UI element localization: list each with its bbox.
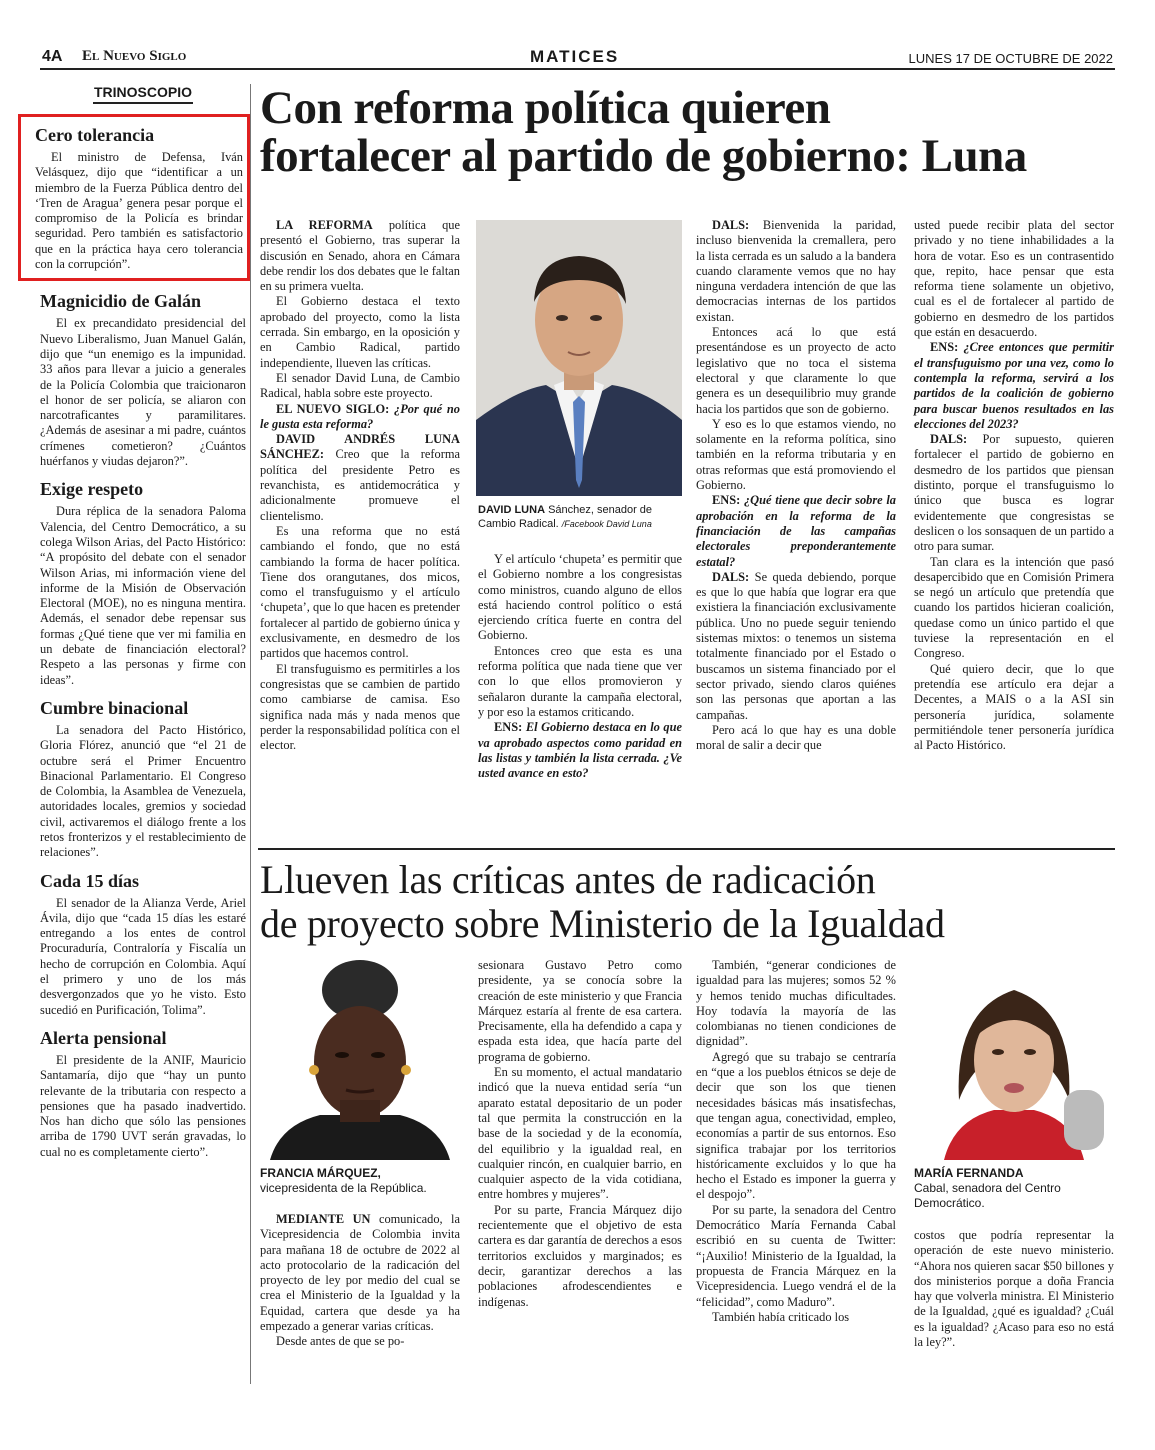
paragraph-text: En su momento, el actual mandatario indicó que la nueva entidad sería “un aparato estatal depositario de un poder tal que permita la construcción en la base de la sociedad y de la economía, del equilibrio y la igualdad real, en cualquier rincón, en cualquier barrio, en cualquier aspecto de la vida cotidiana, entre hombres y mujeres”.	[478, 1065, 682, 1202]
sidebar-item	[40, 698, 246, 861]
article2-column-4	[914, 1228, 1114, 1350]
paragraph-text: El Gobierno destaca el texto aprobado del proyecto, como la lista cerrada. Sin embargo, en la oposición y en Cambio Radical, partido independiente, llueven las críticas.	[260, 294, 460, 370]
sidebar-item-title: Magnicidio de Galán	[40, 291, 202, 312]
paragraph-text: usted puede recibir plata del sector privado y no tiene inhabilidades a la hora de votar. Eso es un contrasentido que, repito, hace pensar que esta reforma tiene solamente un objetivo, cual es el de fortalecer al partido de gobierno en desmedro de los partidos que están en desacuerdo.	[914, 218, 1114, 340]
paragraph-text: Bienvenida la paridad, incluso bienvenida la cremallera, pero la lista cerrada es un saludo a la bandera cuando claramente vemos que no hay ninguna verdadera intención de que las democracias internas de los partidos existan.	[696, 218, 896, 324]
speaker-label: EL NUEVO SIGLO:	[276, 401, 390, 416]
portrait-illustration	[476, 220, 682, 496]
article-paragraph	[696, 493, 896, 569]
article2-headline-line2: de proyecto sobre Ministerio de la Igualdad	[260, 901, 945, 946]
sidebar-item-title: Cero tolerancia	[35, 125, 155, 145]
header-rule	[40, 68, 1115, 70]
paragraph-text: Es una reforma que no está cambiando el fondo, que no está cambiando la forma de hacer política. Tiene dos orangutanes, dos micos, como el transfuguismo y el artículo ‘chupeta’, que lo que hacen es pretender fortalecer al partido de gobierno única y exclusivamente, en desmedro de los partidos que hacemos control.	[260, 523, 460, 661]
paragraph-text: Se queda debiendo, porque es que lo que había que lograr era que existiera la financiación exclusivamente pública. Uno no puede seguir teniendo sistemas mixtos: o tenemos un sistema totalmente financiado por el Estado o buscamos un sistema financiado por el sector privado, siendo claros quiénes son las personas que aportan a las campañas.	[696, 569, 896, 722]
article2-column-3	[696, 958, 896, 1325]
issue-date: LUNES 17 DE OCTUBRE DE 2022	[908, 51, 1113, 66]
article-paragraph	[260, 402, 460, 433]
article-paragraph	[478, 720, 682, 781]
paragraph-text: costos que podría representar la operación de este nuevo ministerio. “Ahora nos quieren sacar $50 billones y dos ministerios porque a doña Francia hay que volverla ministra. El Ministerio de la Igualdad, ¿qué es igualdad? ¿Cuál es la igualdad? ¿Acaso para eso no está la ley?”.	[914, 1228, 1114, 1350]
sidebar-item	[40, 479, 246, 688]
article-paragraph	[478, 644, 682, 720]
sidebar-item-title: Alerta pensional	[40, 1027, 167, 1048]
article-paragraph	[696, 417, 896, 493]
sidebar-item-body: La senadora del Pacto Histórico, Gloria Flórez, anunció que “el 21 de octubre será el Primer Encuentro Binacional Parlamentario. El Congreso de Colombia, la Asamblea de Venezuela, autoridades locales, gremios y sociedad civil, activaremos el diálogo frente a los retos fronterizos y el restablecimiento de relaciones”.	[40, 722, 246, 860]
question: ¿Cree entonces que permitir el transfuguismo por una vez, como lo contempla la reforma, servirá a los partidos de la coalición de gobierno para buscar buenos resultados en las elecciones del 2023?	[914, 340, 1114, 431]
trinoscopio-sidebar	[35, 84, 246, 1170]
question: ¿Por qué no le gusta esta reforma?	[260, 401, 460, 431]
paragraph-text: Agregó que su trabajo se centraría en “que a los pueblos étnicos se deje de decir que son los que tienen necesidades básicas más insatisfechas, que tengan agua, conectividad, empleo, economías a partir de sus entornos. Eso significa trabajar por los territorios históricamente excluidos y lo que ha hecho el Estado es imponer la guerra y el despojo”.	[696, 1049, 896, 1202]
paragraph-text: Desde antes de que se po-	[276, 1334, 405, 1349]
david-luna-photo	[476, 220, 682, 496]
paragraph-text: También había criticado los	[712, 1309, 850, 1324]
paragraph-text: Tan clara es la intención que pasó desapercibido que en Comisión Primera se negó un artículo que pretendía que cuando los partidos hicieran coalición, quedase como un único partido el que tuviese la representación en el Congreso.	[914, 554, 1114, 661]
francia-marquez-caption	[260, 1166, 460, 1196]
caption-name: DAVID LUNA	[478, 504, 546, 516]
article-paragraph	[696, 570, 896, 723]
article1-headline-line1: Con reforma política quieren	[260, 82, 831, 134]
sidebar-heading: TRINOSCOPIO	[93, 84, 193, 104]
article-paragraph	[260, 371, 460, 402]
portrait-illustration	[914, 950, 1114, 1160]
sidebar-item-title: Cada 15 días	[40, 870, 140, 891]
article-paragraph	[914, 555, 1114, 662]
paragraph-text: También, “generar condiciones de igualdad para las mujeres; somos 52 % y hemos tenido muchas dificultades. Hoy todavía la mayoría de las colombianas no tienen condiciones de dignidad”.	[696, 958, 896, 1049]
caption-text: Cabal, senadora del Centro Democrático.	[914, 1181, 1061, 1210]
caption-text: Sánchez, senador de Cambio Radical.	[478, 504, 653, 530]
sidebar-item-body: El ex precandidato presidencial del Nuevo Liberalismo, Juan Manuel Galán, dijo que “un enemigo es la impunidad. 33 años para llevar a juicio a generales de la Policía Colombia que traicionaron el honor de ser policía, se aliaron con narcotraficantes y paramilitares. ¿Además de asesinar a mi padre, cuántos crímenes cometieron? ¿Cuántos huérfanos y viudas dejaron?”.	[40, 316, 246, 469]
article2-headline-line1: Llueven las críticas antes de radicación	[260, 857, 876, 902]
article-paragraph	[478, 552, 682, 644]
article-paragraph	[260, 218, 460, 294]
article2-headline	[260, 858, 1130, 946]
article-paragraph	[696, 325, 896, 417]
sidebar-item	[40, 291, 246, 469]
page-number: 4A	[42, 48, 63, 65]
portrait-illustration	[260, 950, 460, 1160]
sidebar-item-body: Dura réplica de la senadora Paloma Valencia, del Centro Democrático, a su colega Wilson Arias, del Pacto Histórico: “A propósito del debate con el senador Wilson Arias, mi información viene del informe de la Misión de Observación Electoral (MOE), no es ninguna mentira. Además, el senador debe repensar sus formas ¿Qué tiene que ver mi familia en un debate de financiación electoral? Respeto a las personas y firme con ideas”.	[40, 504, 246, 687]
article-paragraph	[914, 1228, 1114, 1350]
article1-column-2	[478, 552, 682, 781]
article-paragraph	[696, 1050, 896, 1203]
speaker-label: ENS:	[494, 720, 523, 735]
article-paragraph	[696, 1310, 896, 1325]
speaker-label: DAVID ANDRÉS LUNA SÁNCHEZ:	[260, 432, 460, 462]
paragraph-text: El senador David Luna, de Cambio Radical, habla sobre este proyecto.	[260, 370, 460, 401]
article-paragraph	[696, 958, 896, 1050]
caption-name: MARÍA FERNANDA	[914, 1166, 1024, 1180]
article-paragraph	[696, 218, 896, 325]
paragraph-text: Qué quiero decir, que lo que pretendía ese artículo era dejar a Decentes, a MAIS o a la ASI sin personería jurídica, solamente permitiéndole tener personería jurídica al Pacto Histórico.	[914, 661, 1114, 753]
sidebar-item-title: Exige respeto	[40, 479, 144, 500]
sidebar-item	[40, 1028, 246, 1160]
article-paragraph	[696, 723, 896, 754]
maria-fernanda-cabal-photo	[914, 950, 1114, 1160]
sidebar-item-body: El ministro de Defensa, Iván Velásquez, dijo que “identificar a un miembro de la Fuerza Pública dentro del ‘Tren de Aragua’ genera pesar porque el compromiso de la Policía es brindar seguridad. Pero también es satisfactorio que en la práctica haya cero tolerancia con la corrupción”.	[35, 150, 243, 272]
paragraph-text: Y eso es lo que estamos viendo, no solamente en la reforma política, sino también en la reforma tributaria y en otras reformas que está promoviendo el Gobierno.	[696, 416, 896, 493]
paragraph-text: Por su parte, la senadora del Centro Democrático María Fernanda Cabal escribió en su cuenta de Twitter: “¡Auxilio! Ministerio de la Igualdad, la propuesta de Francia Márquez en la Vicepresidencia. Luego vendrá el de la “felicidad”, como Maduro”.	[696, 1202, 896, 1309]
paragraph-text: Entonces creo que esta es una reforma política que nada tiene que ver con lo que ellos promovieron y señalaron durante la campaña electoral, y por eso la estamos criticando.	[478, 643, 682, 719]
article1-column-1	[260, 218, 460, 753]
paragraph-text: política que presentó el Gobierno, tras superar la discusión en Senado, ahora en Cámara debe rendir los dos debates que le faltan en su primera vuelta.	[260, 218, 460, 294]
article-paragraph	[478, 1065, 682, 1203]
paragraph-text: Por su parte, Francia Márquez dijo recientemente que el objetivo de esta cartera es dar garantía de derechos a esos territorios excluidos y marginados; es decir, garantizar derechos a las poblaciones afrodescendientes e indígenas.	[478, 1202, 682, 1309]
paragraph-text: sesionara Gustavo Petro como presidente, ya se conocía sobre la creación de este ministerio y que Francia Márquez estaría al frente de esa cartera. Precisamente, ella ha defendido a capa y espada esta idea, que hacía parte del programa de gobierno.	[478, 958, 682, 1064]
article2-column-1	[260, 1212, 460, 1350]
article-paragraph	[260, 432, 460, 524]
david-luna-caption	[478, 503, 678, 531]
article-paragraph	[260, 1334, 460, 1349]
article1-column-4	[914, 218, 1114, 753]
lead-in: LA REFORMA	[276, 218, 373, 232]
newspaper-name: El Nuevo Siglo	[82, 48, 187, 64]
maria-fernanda-caption	[914, 1166, 1114, 1211]
article-paragraph	[914, 432, 1114, 554]
paragraph-text: Pero acá lo que hay es una doble moral de salir a decir que	[696, 722, 896, 753]
article-paragraph	[914, 340, 1114, 432]
article-paragraph	[260, 662, 460, 754]
speaker-label: ENS:	[930, 340, 959, 355]
article1-headline	[260, 84, 1130, 180]
sidebar-item	[40, 871, 246, 1018]
sidebar-item-title: Cumbre binacional	[40, 697, 189, 718]
speaker-label: DALS:	[712, 218, 750, 232]
article-paragraph	[478, 1203, 682, 1310]
article2-column-2	[478, 958, 682, 1310]
lead-in: MEDIANTE UN	[276, 1212, 371, 1226]
caption-text: vicepresidenta de la República.	[260, 1181, 427, 1195]
sidebar-item-body: El senador de la Alianza Verde, Ariel Ávila, dijo que “cada 15 días les estaré entregando a los entes de control Procuraduría, Contraloría y Fiscalía un hecho de corrupción en Colombia. Aquí el primero y uno de los más desvergonzados que yo he visto. Esto sucedió en Purificación, Tolima”.	[40, 895, 246, 1017]
paragraph-text: comunicado, la Vicepresidencia de Colombia invita para mañana 18 de octubre de 2022 al acto protocolario de la radicación del proyecto de ley por medio del cual se crea el Ministerio de la Igualdad y la Equidad, cartera que desde ya ha empezado a generar varias críticas.	[260, 1212, 460, 1334]
article1-headline-line2: fortalecer al partido de gobierno: Luna	[260, 130, 1027, 182]
article1-column-3	[696, 218, 896, 753]
article-divider	[258, 848, 1115, 850]
speaker-label: ENS:	[712, 493, 741, 508]
francia-marquez-photo	[260, 950, 460, 1160]
article-paragraph	[260, 524, 460, 662]
caption-name: FRANCIA MÁRQUEZ,	[260, 1166, 381, 1180]
paragraph-text: Por supuesto, quieren fortalecer el partido de gobierno en desmedro de los partidos que piensan distinto, porque el transfuguismo lo único que busca es lograr evidentemente que congresistas se deslicen o los sonsaquen de un partido a otro para sumar.	[914, 432, 1114, 554]
section-name: MATICES	[530, 47, 620, 66]
paragraph-text: El transfuguismo es permitirles a los congresistas que se cambien de partido como cambiarse de camisa. Eso significa nada más y nada menos que perder la responsabilidad política con el elector.	[260, 661, 460, 753]
article-paragraph	[478, 958, 682, 1065]
article-paragraph	[260, 1212, 460, 1334]
paragraph-text: Creo que la reforma política del presidente Petro es revanchista, es antidemocrática y adicionalmente promueve el clientelismo.	[260, 447, 460, 523]
article-paragraph	[914, 662, 1114, 754]
article-paragraph	[914, 218, 1114, 340]
sidebar-highlighted-item	[18, 114, 250, 281]
sidebar-divider	[250, 84, 251, 1384]
question: ¿Qué tiene que decir sobre la aprobación en la reforma de la financiación de las campañas electorales preponderantemente estatal?	[696, 493, 897, 569]
speaker-label: DALS:	[930, 432, 968, 447]
paragraph-text: Entonces acá lo que está presentándose es un proyecto de acto legislativo que no toca el sistema electoral y que claramente lo que genera es un desequilibrio muy grande hacia los partidos que son de gobierno.	[696, 325, 896, 416]
sidebar-item-body: El presidente de la ANIF, Mauricio Santamaría, dijo que “hay un punto relevante de la tributaria con respecto a pensiones que ha pasado inadvertido. Nos han dicho que sólo las pensiones arriba de 1790 UVT serán gravadas, lo cual no es completamente cierto”.	[40, 1052, 246, 1159]
article-paragraph	[696, 1203, 896, 1310]
paragraph-text: Y el artículo ‘chupeta’ es permitir que el Gobierno nombre a los congresistas como ministros, cuando alguno de ellos está haciendo control político o está ejerciendo crítica fuerte en contra del Gobierno.	[478, 552, 682, 643]
speaker-label: DALS:	[712, 569, 750, 584]
photo-credit: /Facebook David Luna	[561, 519, 652, 529]
article-paragraph	[260, 294, 460, 370]
question: El Gobierno destaca en lo que va aprobado aspectos como paridad en las listas y también la lista cerrada. ¿Ve usted avance en esto?	[478, 720, 682, 781]
